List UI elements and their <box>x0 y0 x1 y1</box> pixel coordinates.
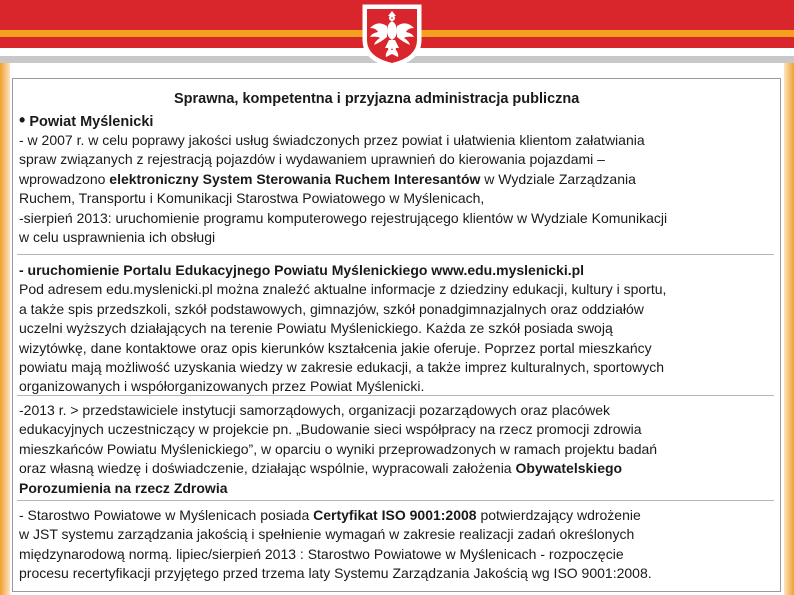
text-line: w JST systemu zarządzania jakością i spełnienie wymagań w zakresie realizacji zadań określonych <box>19 526 635 543</box>
right-orange-edge <box>784 63 794 595</box>
text-span: potwierdzający wdrożenie <box>476 507 641 523</box>
text-line <box>19 459 774 478</box>
section-passenger-system <box>19 131 774 247</box>
coat-of-arms-eagle-icon <box>361 4 423 68</box>
text-line <box>19 261 774 280</box>
text-line <box>19 170 774 189</box>
text-span: - Starostwo Powiatowe w Myślenicach posiada <box>19 507 314 523</box>
text-line <box>19 479 774 498</box>
section-health-agreement <box>19 401 774 498</box>
text-line: wizytówkę, dane kontaktowe oraz opis kierunków kształcenia jakie oferuje. Poprzez portal mieszkańcy <box>19 339 652 356</box>
bold-text: - uruchomienie Portalu Edukacyjnego Powiatu Myślenickiego www.edu.myslenicki.pl <box>19 262 585 278</box>
text-line: -2013 r. > przedstawiciele instytucji samorządowych, organizacji pozarządowych oraz placówek <box>19 402 611 418</box>
text-line: w celu usprawnienia ich obsługi <box>19 229 216 246</box>
text-span: w Wydziale Zarządzania <box>480 170 636 187</box>
left-orange-edge <box>0 63 10 595</box>
bullet-heading <box>19 110 153 131</box>
text-line: edukacyjnych uczestniczący w projekcie pn. „Budowanie sieci współpracy na rzecz promocji zdrowia <box>19 421 642 438</box>
bullet-heading-text: Powiat Myślenicki <box>29 114 154 130</box>
text-line: - w 2007 r. w celu poprawy jakości usług świadczonych przez powiat i ułatwienia klientom załatwiania <box>19 132 645 148</box>
bold-text: Porozumienia na rzecz Zdrowia <box>19 479 228 496</box>
bold-text: elektroniczny System Sterowania Ruchem Interesantów <box>109 170 481 187</box>
text-line: a także spis przedszkoli, szkół podstawowych, gimnazjów, szkół ponadgimnazjalnych oraz oddziałów <box>19 300 644 317</box>
content-panel <box>12 78 781 592</box>
text-line <box>19 506 774 525</box>
text-line: powiatu mają możliwość uzyskania wiedzy w zakresie edukacji, a także imprez kulturalnych, sportowych <box>19 359 665 376</box>
section-education-portal <box>19 261 774 397</box>
text-span: oraz własną wiedzę i doświadczenie, działając wspólnie, wypracowali założenia <box>19 460 516 477</box>
section-divider <box>17 254 774 255</box>
page-title: Sprawna, kompetentna i przyjazna administracja publiczna <box>174 91 580 107</box>
text-line: mieszkańców Powiatu Myślenickiego”, w oparciu o wyniki przeprowadzonych w ramach projektu badań <box>19 440 658 457</box>
text-line: Pod adresem edu.myslenicki.pl można znaleźć aktualne informacje z dziedziny edukacji, kultury i sportu, <box>19 281 667 298</box>
text-line: Ruchem, Transportu i Komunikacji Starostwa Powiatowego w Myślenicach, <box>19 190 485 207</box>
section-divider <box>17 395 774 396</box>
text-line: -sierpień 2013: uruchomienie programu komputerowego rejestrującego klientów w Wydziale Komunikacji <box>19 209 668 226</box>
text-line: procesu recertyfikacji przyjętego przed trzema laty Systemu Zarządzania Jakością wg ISO 9001:2008. <box>19 565 652 582</box>
bullet-icon: • <box>19 110 26 130</box>
bold-text: Certyfikat ISO 9001:2008 <box>313 507 477 523</box>
section-iso-certificate <box>19 506 774 584</box>
section-divider <box>17 500 774 501</box>
bold-text: Obywatelskiego <box>515 460 623 477</box>
text-line: organizowanych i współorganizowanych przez Powiat Myślenicki. <box>19 378 425 395</box>
text-span: wprowadzono <box>19 170 110 187</box>
text-line: uczelni wyższych działających na terenie Powiatu Myślenickiego. Każda ze szkół posiada swoją <box>19 320 613 337</box>
text-line: spraw związanych z rejestracją pojazdów i wydawaniem uprawnień do kierowania pojazdami – <box>19 151 605 168</box>
text-line: międzynarodową normą. lipiec/sierpień 2013 : Starostwo Powiatowe w Myślenicach - rozpoczęcie <box>19 545 624 562</box>
